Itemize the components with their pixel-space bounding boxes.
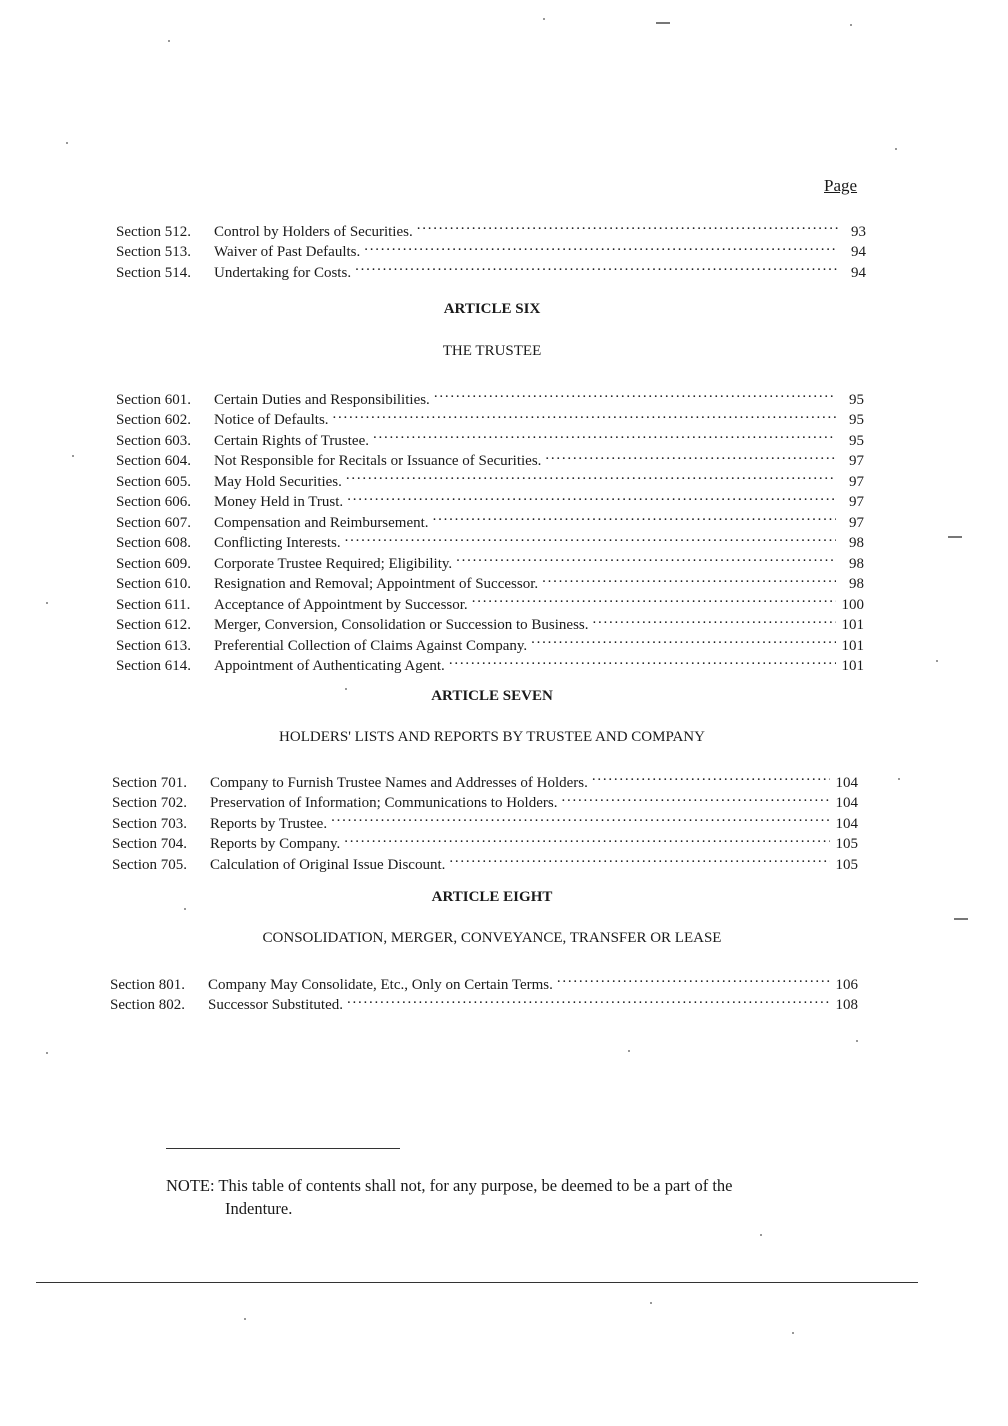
section-title: Acceptance of Appointment by Successor. xyxy=(214,596,468,613)
article-six-subheading: THE TRUSTEE xyxy=(442,343,542,359)
toc-entry xyxy=(110,968,858,993)
scan-speck xyxy=(792,1332,794,1334)
section-title: Waiver of Past Defaults. xyxy=(214,244,361,260)
section-title: Reports by Company. xyxy=(210,836,341,852)
scan-speck xyxy=(656,22,670,24)
section-page-number: 101 xyxy=(841,637,864,654)
dot-leader xyxy=(333,404,836,425)
section-number: Section 603. xyxy=(116,432,191,449)
section-title: Merger, Conversion, Consolidation or Succession to Business. xyxy=(214,617,589,633)
section-number: Section 705. xyxy=(112,856,187,873)
section-page-number: 95 xyxy=(849,432,864,449)
article-seven-subheading: HOLDERS' LISTS AND REPORTS BY TRUSTEE AND COMPANY xyxy=(279,729,705,745)
scan-speck xyxy=(856,1040,858,1042)
section-number: Section 514. xyxy=(116,264,191,281)
article-six-heading: ARTICLE SIX xyxy=(443,301,541,317)
section-title: Corporate Trustee Required; Eligibility. xyxy=(214,555,453,572)
toc-block-article-seven xyxy=(112,766,858,873)
scan-speck xyxy=(168,40,170,42)
note-line-2: Indenture. xyxy=(225,1199,293,1218)
bottom-rule xyxy=(36,1282,918,1283)
dot-leader xyxy=(364,236,838,257)
section-number: Section 703. xyxy=(112,815,187,832)
table-of-contents-note xyxy=(166,1174,846,1220)
section-page-number: 93 xyxy=(851,223,866,240)
dot-leader xyxy=(355,256,838,277)
dot-leader xyxy=(449,848,830,869)
section-number: Section 613. xyxy=(116,637,191,654)
toc-block-article-five-tail xyxy=(116,215,866,281)
section-number: Section 513. xyxy=(116,244,191,260)
section-number: Section 607. xyxy=(116,514,191,531)
section-number: Section 704. xyxy=(112,836,187,852)
section-page-number: 97 xyxy=(849,494,864,510)
section-number: Section 512. xyxy=(116,223,191,240)
scan-speck xyxy=(948,536,962,538)
section-title: Calculation of Original Issue Discount. xyxy=(210,856,446,873)
section-page-number: 108 xyxy=(835,997,858,1013)
dot-leader xyxy=(456,547,836,568)
dot-leader xyxy=(347,486,836,507)
note-line-1: NOTE: This table of contents shall not, for any purpose, be deemed to be a part of the xyxy=(166,1176,733,1195)
section-page-number: 98 xyxy=(849,576,864,592)
section-page-number: 94 xyxy=(851,264,866,281)
dot-leader xyxy=(557,968,830,989)
section-number: Section 611. xyxy=(116,596,191,613)
section-number: Section 608. xyxy=(116,535,191,551)
section-title: Reports by Trustee. xyxy=(210,815,328,832)
article-eight-heading: ARTICLE EIGHT xyxy=(431,889,553,905)
section-number: Section 702. xyxy=(112,795,187,811)
dot-leader xyxy=(344,828,830,849)
section-number: Section 604. xyxy=(116,453,191,469)
scan-speck xyxy=(650,1302,652,1304)
scan-speck xyxy=(184,908,186,910)
section-title: Undertaking for Costs. xyxy=(214,264,352,281)
article-seven-heading: ARTICLE SEVEN xyxy=(431,688,553,704)
section-number: Section 801. xyxy=(110,976,185,993)
section-title: Appointment of Authenticating Agent. xyxy=(214,658,445,674)
scan-speck xyxy=(66,142,68,144)
footnote-rule xyxy=(166,1148,400,1149)
dot-leader xyxy=(531,629,836,650)
scan-speck xyxy=(543,18,545,20)
section-title: Conflicting Interests. xyxy=(214,535,341,551)
section-page-number: 104 xyxy=(835,795,858,811)
section-number: Section 701. xyxy=(112,774,187,791)
section-number: Section 602. xyxy=(116,412,191,428)
section-page-number: 98 xyxy=(849,535,864,551)
section-page-number: 101 xyxy=(841,617,864,633)
section-number: Section 802. xyxy=(110,997,185,1013)
scan-speck xyxy=(244,1318,246,1320)
section-page-number: 98 xyxy=(849,555,864,572)
section-page-number: 94 xyxy=(851,244,866,260)
dot-leader xyxy=(592,766,830,787)
section-title: Not Responsible for Recitals or Issuance of Securities. xyxy=(214,453,542,469)
section-title: Notice of Defaults. xyxy=(214,412,329,428)
dot-leader xyxy=(331,807,830,828)
section-number: Section 614. xyxy=(116,658,191,674)
dot-leader xyxy=(449,650,836,671)
section-page-number: 101 xyxy=(841,658,864,674)
scan-speck xyxy=(850,24,852,26)
dot-leader xyxy=(545,445,836,466)
article-eight-subheading: CONSOLIDATION, MERGER, CONVEYANCE, TRANSFER OR LEASE xyxy=(262,930,722,946)
dot-leader xyxy=(346,465,836,486)
toc-entry xyxy=(116,383,864,408)
section-page-number: 97 xyxy=(849,473,864,490)
toc-block-article-eight xyxy=(110,968,858,1013)
scan-speck xyxy=(345,688,347,690)
section-page-number: 97 xyxy=(849,514,864,531)
section-title: Preferential Collection of Claims Against Company. xyxy=(214,637,528,654)
toc-block-article-six xyxy=(116,383,864,674)
section-title: Company to Furnish Trustee Names and Addresses of Holders. xyxy=(210,774,588,791)
scan-speck xyxy=(760,1234,762,1236)
section-title: May Hold Securities. xyxy=(214,473,342,490)
dot-leader xyxy=(345,527,836,548)
dot-leader xyxy=(561,787,830,808)
dot-leader xyxy=(434,383,836,404)
section-page-number: 95 xyxy=(849,391,864,408)
dot-leader xyxy=(593,609,836,630)
section-page-number: 105 xyxy=(835,856,858,873)
section-title: Compensation and Reimbursement. xyxy=(214,514,429,531)
dot-leader xyxy=(542,568,836,589)
section-title: Successor Substituted. xyxy=(208,997,343,1013)
section-number: Section 609. xyxy=(116,555,191,572)
section-page-number: 100 xyxy=(841,596,864,613)
dot-leader xyxy=(417,215,838,236)
section-page-number: 105 xyxy=(835,836,858,852)
toc-entry xyxy=(112,766,858,791)
scan-speck xyxy=(898,778,900,780)
section-title: Money Held in Trust. xyxy=(214,494,344,510)
scan-speck xyxy=(46,1052,48,1054)
section-page-number: 104 xyxy=(835,815,858,832)
page-column-label: Page xyxy=(824,176,858,195)
dot-leader xyxy=(373,424,836,445)
section-title: Company May Consolidate, Etc., Only on Certain Terms. xyxy=(208,976,553,993)
dot-leader xyxy=(347,989,830,1010)
scan-speck xyxy=(895,148,897,150)
section-page-number: 95 xyxy=(849,412,864,428)
section-title: Certain Duties and Responsibilities. xyxy=(214,391,430,408)
section-title: Preservation of Information; Communications to Holders. xyxy=(210,795,558,811)
section-number: Section 601. xyxy=(116,391,191,408)
scan-speck xyxy=(46,602,48,604)
section-number: Section 605. xyxy=(116,473,191,490)
section-title: Control by Holders of Securities. xyxy=(214,223,413,240)
section-number: Section 606. xyxy=(116,494,191,510)
dot-leader xyxy=(433,506,836,527)
section-page-number: 106 xyxy=(835,976,858,993)
section-page-number: 104 xyxy=(835,774,858,791)
dot-leader xyxy=(472,588,836,609)
toc-entry xyxy=(116,215,866,240)
scan-speck xyxy=(628,1050,630,1052)
scan-speck xyxy=(954,918,968,920)
section-title: Resignation and Removal; Appointment of Successor. xyxy=(214,576,539,592)
section-title: Certain Rights of Trustee. xyxy=(214,432,370,449)
scan-speck xyxy=(936,660,938,662)
section-page-number: 97 xyxy=(849,453,864,469)
section-number: Section 612. xyxy=(116,617,191,633)
section-number: Section 610. xyxy=(116,576,191,592)
scan-speck xyxy=(72,455,74,457)
